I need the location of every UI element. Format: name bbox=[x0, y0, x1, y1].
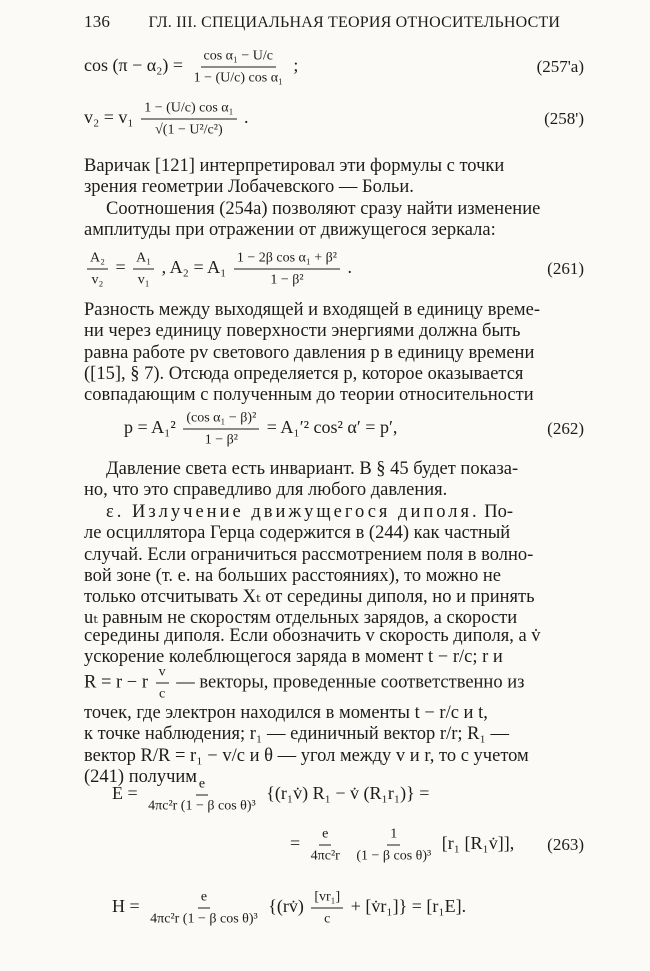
eq261-f2-numerator: A₁ bbox=[133, 250, 154, 270]
eq263b-f2-denominator: (1 − β cos θ)³ bbox=[356, 848, 432, 864]
eq258-tail: . bbox=[244, 107, 249, 128]
equation-261: $\frac{\text{A₂}}{\text{v₂}}$ = $\frac{\text{A₁}}{\text{v₁}}$ , A₂ = A₁ $\frac{\text{1 − 2β cos α₁ + β²}}{\text{1 − β²}}$ . (261) bbox=[84, 244, 584, 294]
eq258-numerator: 1 − (U/c) cos α₁ bbox=[141, 100, 236, 120]
eq263c-mid: {(rv̇) bbox=[268, 896, 304, 917]
eq263c-fraction-2 bbox=[311, 889, 343, 928]
text-line: зрения геометрии Лобачевского — Больи. bbox=[84, 177, 414, 198]
eq261-f1-denominator: v₂ bbox=[91, 272, 104, 288]
eq257a-denominator: 1 − (U/c) cos α₁ bbox=[193, 70, 283, 86]
eq263c-f2-numerator: [vr₁] bbox=[311, 889, 343, 909]
eq257a-tail: ; bbox=[293, 55, 299, 76]
eq262-lhs: p = A₁² bbox=[124, 417, 176, 438]
chapter-title: ГЛ. III. СПЕЦИАЛЬНАЯ ТЕОРИЯ ОТНОСИТЕЛЬНОСТИ bbox=[148, 14, 561, 31]
text-line: Давление света есть инвариант. В § 45 будет показа- bbox=[106, 459, 519, 479]
eq258-fraction bbox=[141, 100, 236, 139]
eq263c-rhs: + [v̇r₁]} = [r₁E]. bbox=[350, 896, 467, 917]
eq261-fraction-1 bbox=[87, 250, 108, 289]
heading-continuation: По- bbox=[484, 502, 514, 522]
r-definition-denominator: c bbox=[159, 686, 166, 702]
eq257a-fraction bbox=[191, 48, 286, 87]
eq263a-fraction bbox=[145, 776, 259, 815]
section-heading: ε. Излучение движущегося диполя. bbox=[106, 502, 480, 522]
page-header bbox=[84, 12, 560, 32]
paragraph-energy bbox=[84, 300, 584, 406]
eq261-f3-numerator: 1 − 2β cos α₁ + β² bbox=[234, 250, 340, 270]
text-line: точек, где электрон находился в моменты t − r/c и t, bbox=[84, 703, 488, 723]
paragraph-dipole bbox=[84, 502, 584, 630]
paragraph-relations bbox=[84, 199, 584, 242]
r-definition-numerator: v bbox=[156, 664, 169, 684]
r-definition-fraction bbox=[156, 664, 169, 703]
eq263b-fraction-2 bbox=[353, 826, 434, 865]
eq263b-f2-numerator: 1 bbox=[387, 826, 400, 846]
text-line bbox=[84, 502, 584, 523]
eq263-tag: (263) bbox=[547, 835, 584, 854]
eq261-f3-denominator: 1 − β² bbox=[270, 272, 304, 288]
paragraph-varichak bbox=[84, 156, 584, 199]
text-line: к точке наблюдения; r₁ — единичный вектор r/r; R₁ — bbox=[84, 724, 510, 745]
paragraph-pressure bbox=[84, 459, 584, 502]
eq263a-rhs: {(r₁v̇) R₁ − v̇ (R₁r₁)} = bbox=[266, 783, 430, 804]
eq261-f1-numerator: A₂ bbox=[87, 250, 108, 270]
page-number: 136 bbox=[84, 12, 111, 31]
text-line: совпадающим с полученным до теории относительности bbox=[84, 385, 534, 406]
eq262-fraction bbox=[183, 410, 259, 449]
text-line: ни через единицу поверхности энергиями должна быть bbox=[84, 321, 521, 342]
eq263b-rhs: [r₁ [R₁v̇]], bbox=[441, 833, 515, 854]
eq263b-f1-denominator: 4πc²r bbox=[310, 848, 340, 864]
eq263a-denominator: 4πc²r (1 − β cos θ)³ bbox=[148, 798, 256, 814]
text-line: ле осциллятора Герца содержится в (244) как частный bbox=[84, 523, 511, 544]
eq261-tail: . bbox=[347, 257, 352, 278]
text-line: (241) получим bbox=[84, 766, 197, 787]
text-line: середины диполя. Если обозначить v скорость диполя, а v̇ bbox=[84, 626, 541, 646]
text-line: ускорение колеблющегося заряда в момент t − r/c; r и bbox=[84, 647, 503, 668]
eq263c-f2-denominator: c bbox=[324, 911, 331, 927]
text-line: Соотношения (254а) позволяют сразу найти изменение bbox=[106, 199, 541, 219]
eq263b-fraction-1 bbox=[308, 826, 343, 865]
eq263c-fraction-1 bbox=[147, 889, 261, 928]
eq262-numerator: (cos α₁ − β)² bbox=[183, 410, 259, 430]
eq262-rhs: = A₁′² cos² α′ = p′, bbox=[266, 417, 398, 438]
equation-263-line2 bbox=[84, 821, 584, 869]
equation-257a bbox=[84, 42, 584, 92]
eq263c-f1-denominator: 4πc²r (1 − β cos θ)³ bbox=[150, 911, 258, 927]
equation-258 bbox=[84, 94, 584, 144]
eq263a-numerator: e bbox=[196, 776, 208, 796]
equation-263-h bbox=[84, 883, 584, 933]
r-definition-text: — векторы, проведенные соответственно из bbox=[176, 672, 525, 693]
text-line: амплитуды при отражении от движущегося зеркала: bbox=[84, 220, 496, 241]
eq261-fraction-3 bbox=[234, 250, 340, 289]
eq263c-f1-numerator: e bbox=[198, 889, 210, 909]
eq258-lhs: v₂ = v₁ bbox=[84, 107, 134, 128]
r-definition-lhs: R = r − r bbox=[84, 672, 149, 693]
eq263c-lhs: H = bbox=[112, 896, 140, 917]
eq257a-numerator: cos α₁ − U/c bbox=[201, 48, 277, 68]
text-line: только отсчитывать Xₜ от середины диполя, но и принять bbox=[84, 587, 535, 608]
text-line: равна работе pv светового давления p в единицу времени bbox=[84, 342, 535, 363]
text-line: Разность между выходящей и входящей в единицу време- bbox=[84, 300, 541, 320]
text-line: но, что это справедливо для любого давления. bbox=[84, 480, 448, 501]
equation-262 bbox=[84, 404, 584, 454]
text-line: Варичак [121] интерпретировал эти формулы с точки bbox=[84, 156, 505, 176]
eq261-f2-denominator: v₁ bbox=[137, 272, 150, 288]
eq263b-f1-numerator: e bbox=[319, 826, 331, 846]
eq261-middle: , A₂ = A₁ bbox=[161, 257, 227, 278]
eq257a-tag: (257'a) bbox=[536, 57, 584, 76]
eq262-tag: (262) bbox=[547, 419, 584, 438]
eq263b-lhs: = bbox=[290, 833, 301, 854]
text-line: случай. Если ограничиться рассмотрением поля в волно- bbox=[84, 544, 534, 565]
text-line: uₜ равным не скоростям отдельных зарядов, а скорости bbox=[84, 608, 518, 629]
text-line: вой зоне (т. е. на больших расстояниях), то можно не bbox=[84, 565, 501, 586]
text-line: вектор R/R = r₁ − v/c и θ — угол между v и r, то с учетом bbox=[84, 745, 529, 766]
eq261-tag: (261) bbox=[547, 259, 584, 278]
eq261-fraction-2 bbox=[133, 250, 154, 289]
text-line: ([15], § 7). Отсюда определяется p, которое оказывается bbox=[84, 363, 524, 384]
eq258-denominator: √(1 − U²/c²) bbox=[155, 122, 223, 138]
eq262-denominator: 1 − β² bbox=[204, 432, 238, 448]
eq257a-lhs: cos (π − α₂) = bbox=[84, 55, 184, 76]
eq263a-lhs: E = bbox=[112, 783, 138, 804]
r-vector-line bbox=[84, 663, 584, 703]
equation-263-line1 bbox=[84, 772, 584, 818]
eq258-tag: (258') bbox=[544, 109, 584, 128]
